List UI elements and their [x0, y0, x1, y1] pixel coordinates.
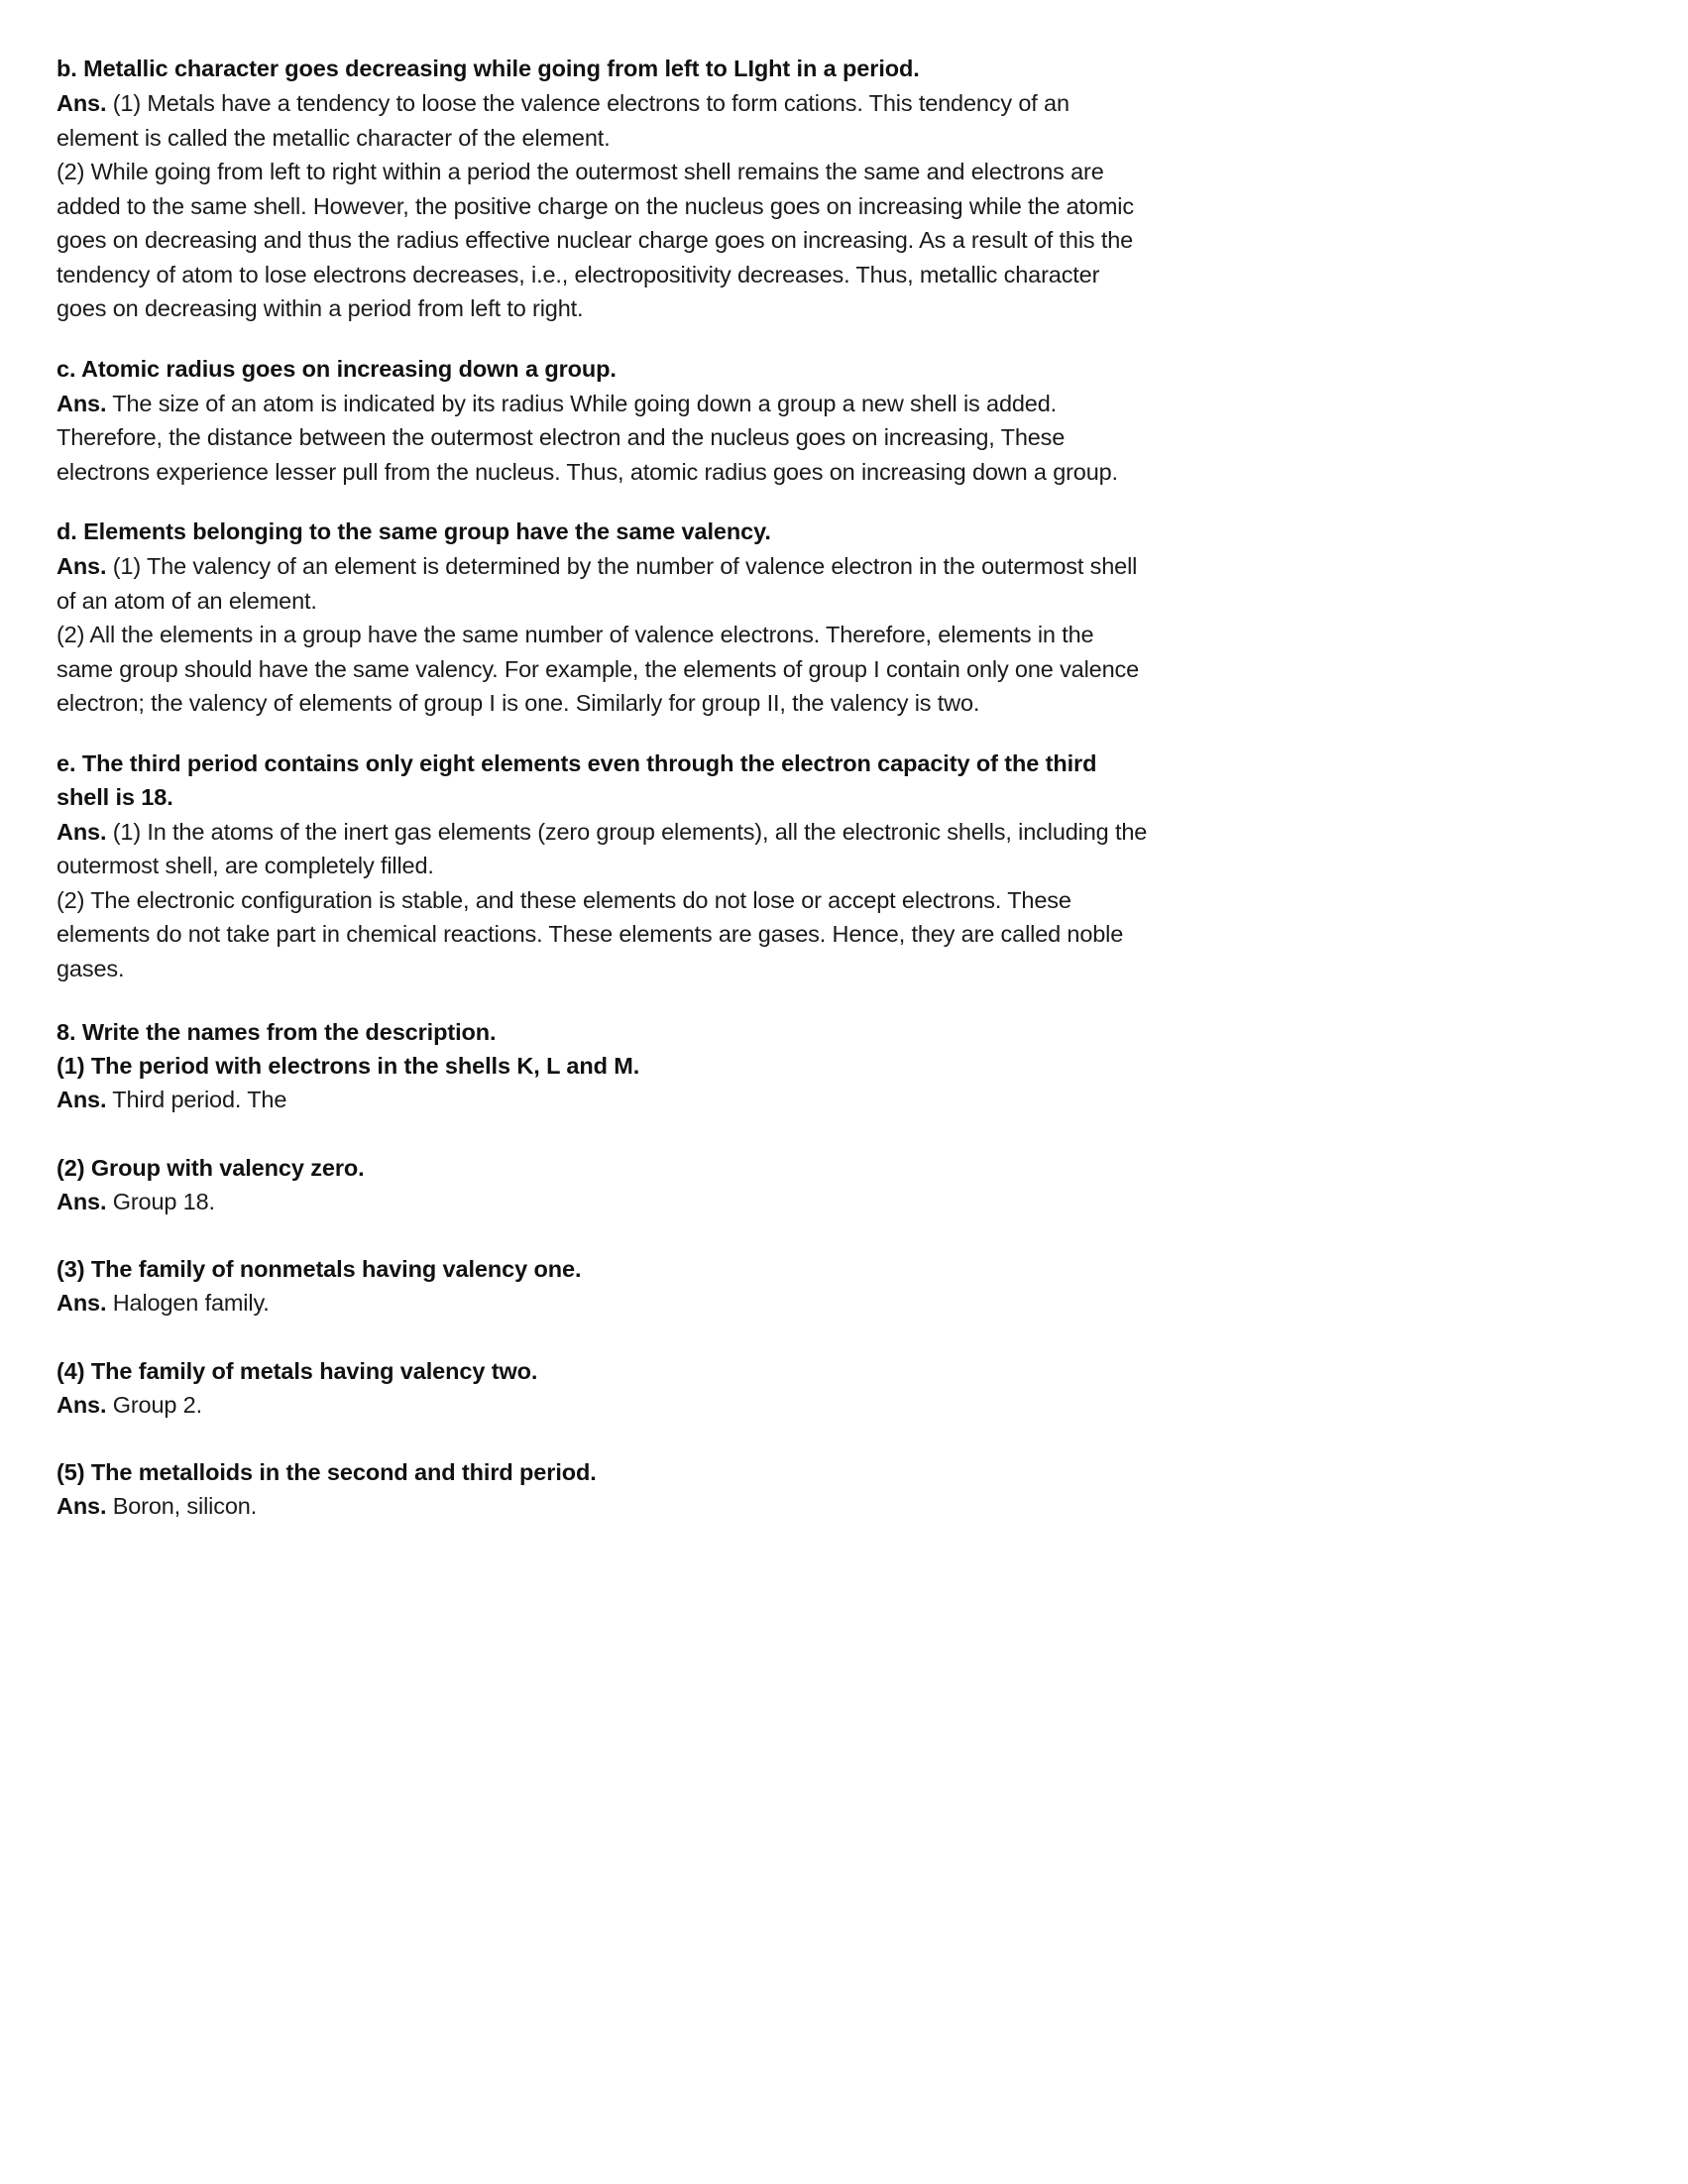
answer-label: Ans.: [56, 818, 107, 845]
answer-text: Group 2.: [112, 1391, 202, 1418]
section-8-question-4: (4) The family of metals having valency two.: [56, 1357, 538, 1384]
answer-paragraph-e-2: (2) The electronic configuration is stable, and these elements do not lose or accept electrons. These elements do not take part in chemical reactions. These elements are gases. Hence, they are called noble gases.: [56, 886, 1124, 981]
answer-paragraph-b-1: [56, 86, 1152, 155]
answer-text: (1) In the atoms of the inert gas elements (zero group elements), all the electronic shells, including the outermost shell, are completely filled.: [56, 818, 1148, 878]
section-8-item-1: [56, 1049, 1152, 1117]
answer-label: Ans.: [56, 1087, 107, 1112]
section-8-item-5: [56, 1455, 1152, 1524]
answer-text: (1) The valency of an element is determined by the number of valence electron in the outermost shell of an atom of an element.: [56, 553, 1138, 614]
answer-text: Boron, silicon.: [112, 1493, 258, 1519]
answer-paragraph-b-2: (2) While going from left to right within a period the outermost shell remains the same and electrons are added to the same shell. However, the positive charge on the nucleus goes on increasing while the atomic goes on decreasing and thus the radius effective nuclear charge goes on increasing. As a result of this the tendency of atom to lose electrons decreases, i.e., electropositivity decreases. Thus, metallic character goes on decreasing within a period from left to right.: [56, 159, 1134, 321]
section-8-answer-4: [56, 1388, 1152, 1423]
section-8-item-4: [56, 1354, 1152, 1423]
section-8-title: 8. Write the names from the description.: [56, 1019, 497, 1045]
section-8-answer-1: [56, 1083, 1152, 1117]
answer-label: Ans.: [56, 553, 107, 579]
question-heading-d: d. Elements belonging to the same group have the same valency.: [56, 518, 771, 544]
answer-paragraph-d-2: (2) All the elements in a group have the same number of valence electrons. Therefore, elements in the same group should have the same valency. For example, the elements of group I contain only one valence electron; the valency of elements of group I is one. Similarly for group II, the valency is two.: [56, 622, 1140, 716]
question-block-b: [56, 52, 1152, 326]
section-8-item-2: [56, 1151, 1152, 1219]
question-heading-c: c. Atomic radius goes on increasing down a group.: [56, 355, 617, 382]
question-block-e: [56, 747, 1152, 986]
answer-label: Ans.: [56, 1290, 107, 1316]
section-8-question-5: (5) The metalloids in the second and third period.: [56, 1459, 597, 1485]
answer-text: The size of an atom is indicated by its radius While going down a group a new shell is added. Therefore, the distance between the outermost electron and the nucleus goes on increasing, These electrons experience lesser pull from the nucleus. Thus, atomic radius goes on increasing down a group.: [56, 390, 1118, 485]
section-8-answer-3: [56, 1286, 1152, 1321]
answer-text: Group 18.: [112, 1188, 215, 1214]
question-block-d: [56, 515, 1152, 721]
answer-paragraph-c-1: [56, 387, 1152, 490]
section-8-question-2: (2) Group with valency zero.: [56, 1154, 365, 1181]
document-body: [56, 52, 1152, 1557]
section-8-question-3: (3) The family of nonmetals having valency one.: [56, 1256, 582, 1282]
question-block-c: [56, 352, 1152, 490]
section-8-item-3: [56, 1252, 1152, 1321]
answer-text: (1) Metals have a tendency to loose the valence electrons to form cations. This tendency of an element is called the metallic character of the element.: [56, 90, 1069, 151]
answer-label: Ans.: [56, 1188, 107, 1214]
section-8: [56, 1015, 1152, 1524]
answer-label: Ans.: [56, 1493, 107, 1519]
answer-paragraph-e-1: [56, 815, 1152, 883]
question-heading-b: b. Metallic character goes decreasing while going from left to LIght in a period.: [56, 56, 920, 81]
section-8-answer-2: [56, 1185, 1152, 1219]
answer-paragraph-d-1: [56, 549, 1152, 618]
answer-text: Halogen family.: [112, 1290, 270, 1316]
answer-label: Ans.: [56, 90, 107, 116]
section-8-question-1: (1) The period with electrons in the shells K, L and M.: [56, 1053, 640, 1079]
answer-text: Third period. The: [112, 1087, 287, 1112]
answer-label: Ans.: [56, 390, 107, 416]
question-heading-e: e. The third period contains only eight elements even through the electron capacity of the third shell is 18.: [56, 749, 1097, 810]
answer-label: Ans.: [56, 1391, 107, 1418]
section-8-answer-5: [56, 1489, 1152, 1524]
